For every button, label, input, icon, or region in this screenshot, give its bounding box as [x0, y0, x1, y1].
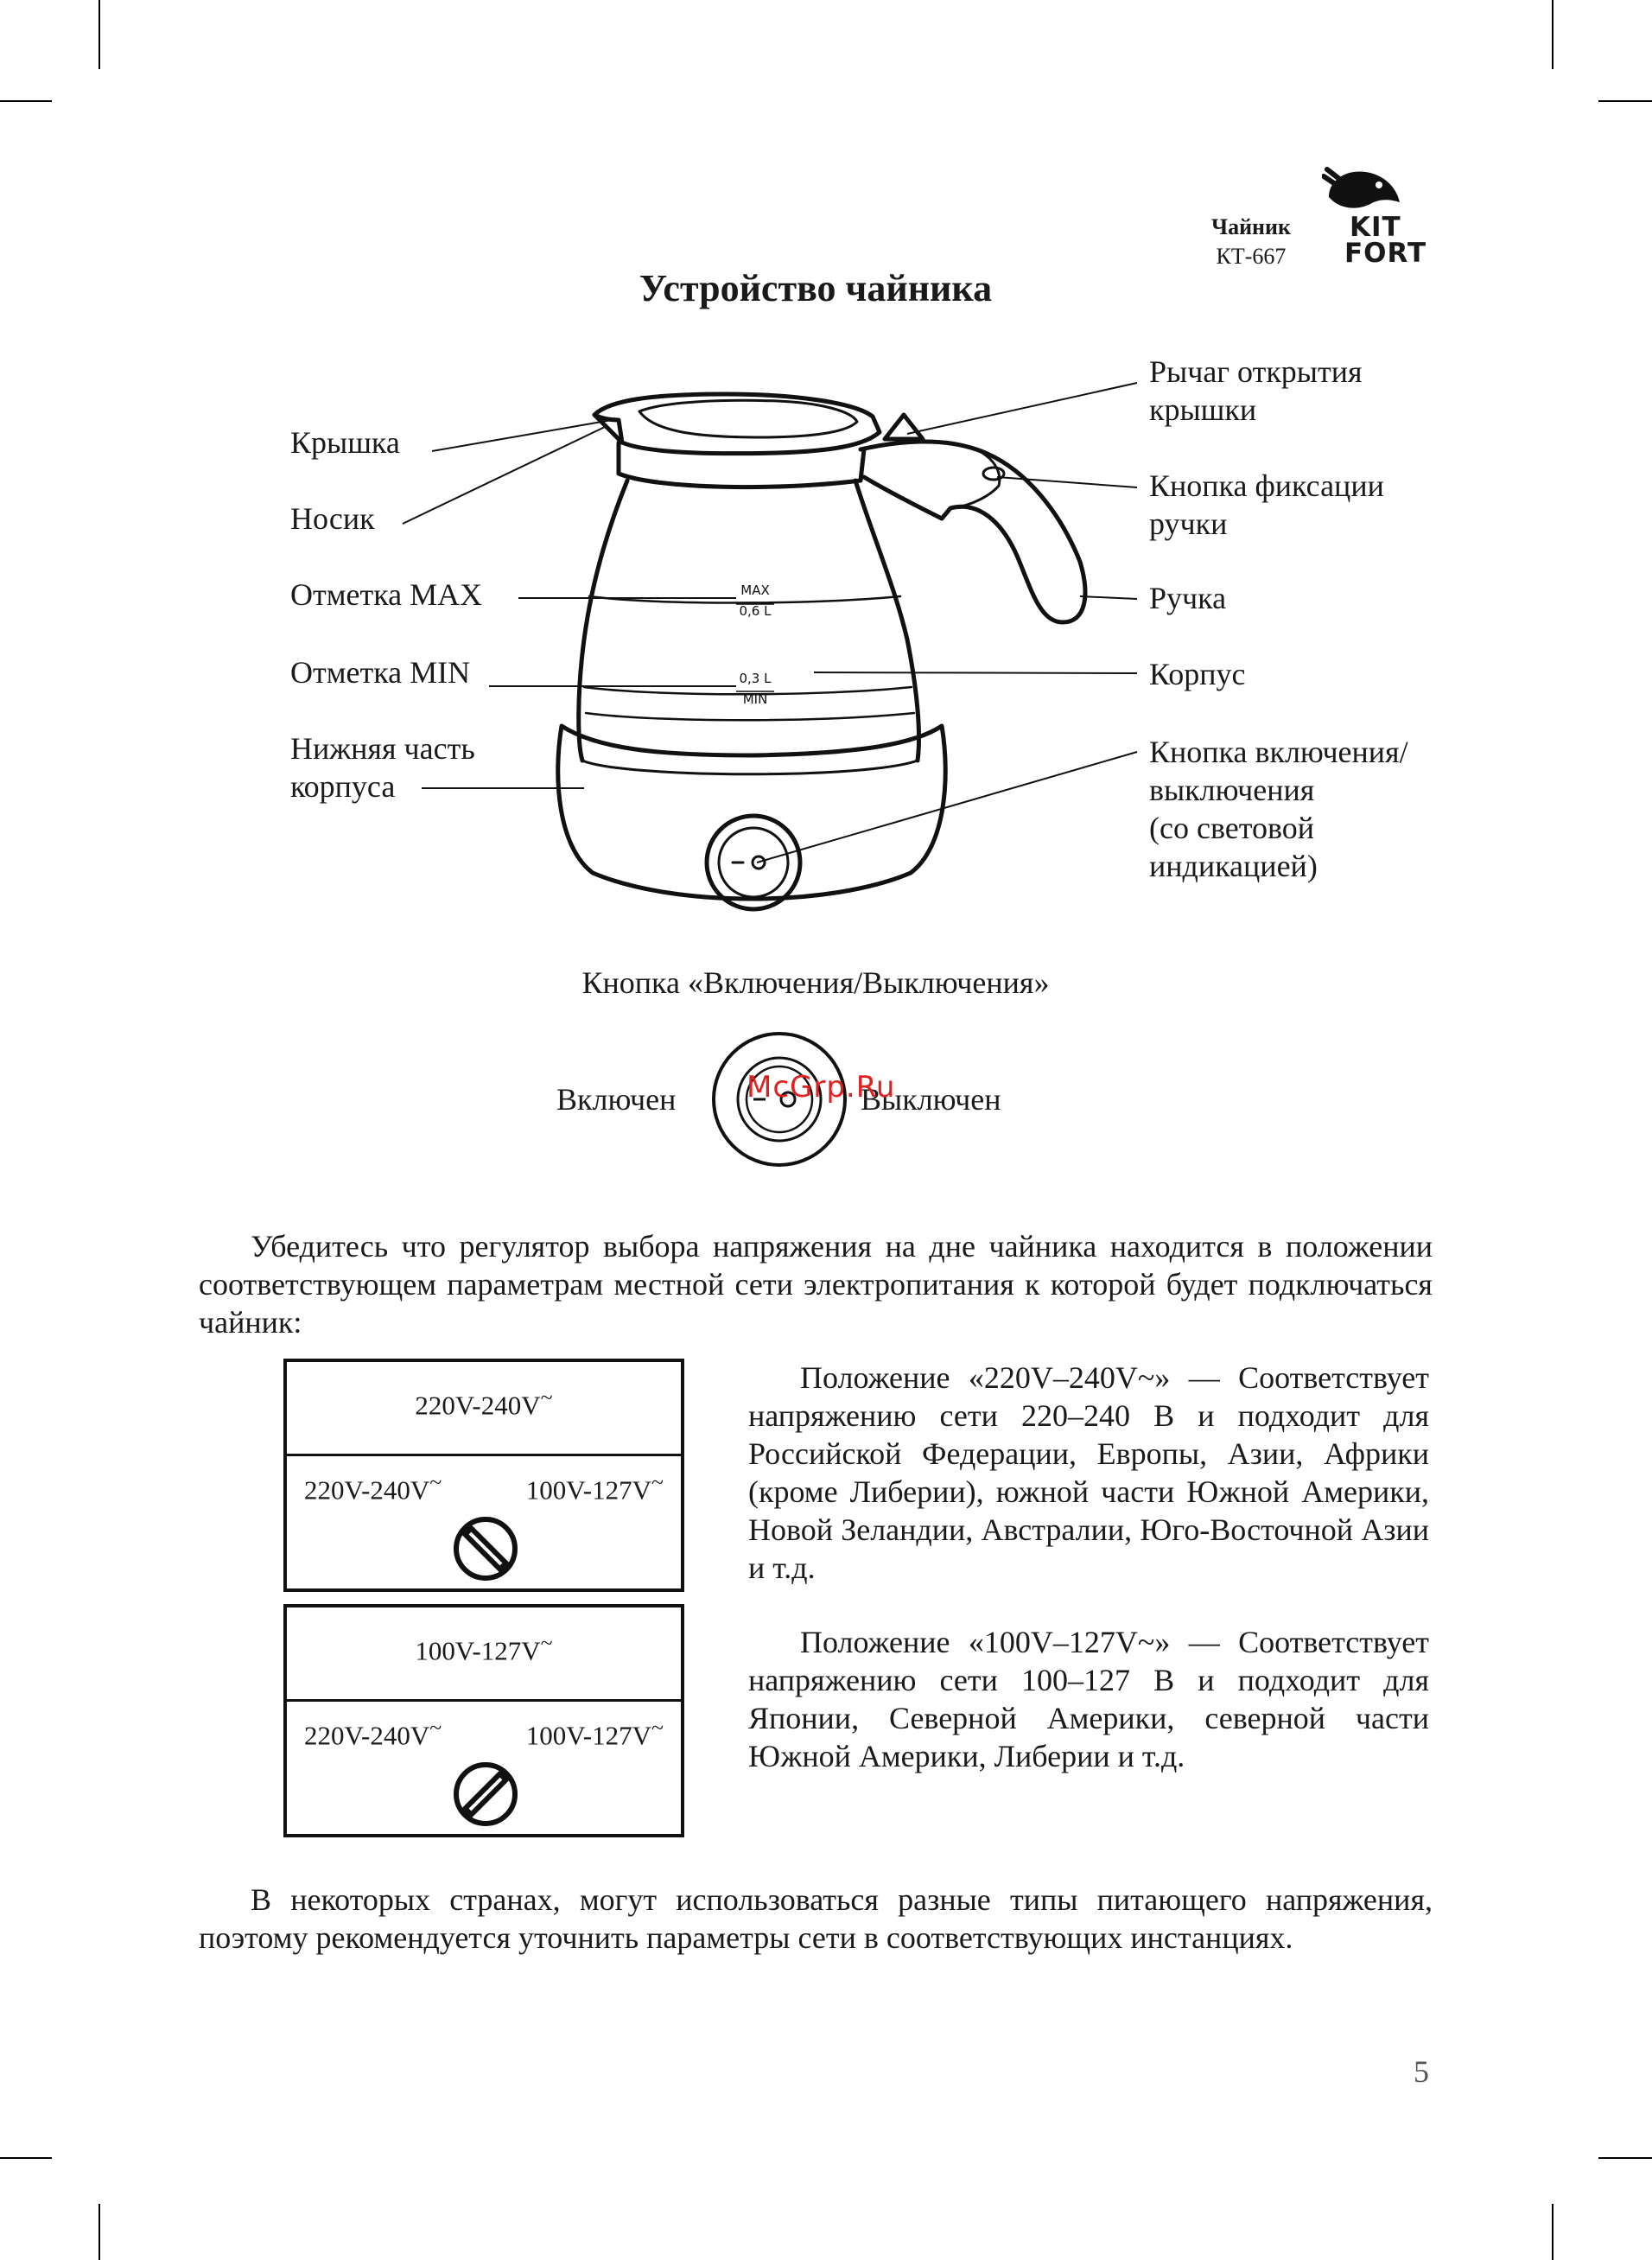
label-lid-lever	[1149, 353, 1363, 429]
label-off: Выключен	[861, 1082, 1001, 1117]
button-caption: Кнопка «Включения/Выключения»	[581, 965, 1050, 1000]
position-100-paragraph	[748, 1623, 1429, 1775]
product-name: Чайник	[1210, 214, 1291, 239]
switch-selected-row: 220V-240V~	[287, 1362, 681, 1456]
label-min-mark: Отметка MIN	[290, 655, 471, 690]
label-power-button	[1149, 733, 1408, 885]
switch-selected-row: 100V-127V~	[287, 1607, 681, 1702]
label-lever-line1: Рычаг открытия	[1149, 354, 1363, 389]
label-on: Включен	[556, 1082, 677, 1117]
switch-right-label: 100V-127V	[525, 1474, 652, 1506]
label-lock-line2: ручки	[1149, 506, 1228, 541]
label-lever-line2: крышки	[1149, 392, 1257, 427]
label-bottom-line2: корпуса	[290, 769, 396, 804]
watermark: McGrp.Ru	[747, 1070, 896, 1105]
label-power-line3: (со световой	[1149, 811, 1314, 845]
crop-mark	[1552, 2204, 1554, 2260]
brand-line1: KIT	[1350, 212, 1401, 243]
note-text: В некоторых странах, могут использоваться разные типы питающего напряжения, поэтому рекомендуется уточнить параметры сети в соответствующих инстанциях.	[199, 1882, 1433, 1955]
label-lid: Крышка	[290, 425, 400, 460]
label-power-line1: Кнопка включения/	[1149, 735, 1408, 769]
label-bottom-line1: Нижняя часть	[290, 731, 475, 766]
scale-min-top: 0,3 L	[739, 671, 772, 686]
crop-mark	[1598, 2157, 1652, 2159]
page-title: Устройство чайника	[639, 267, 993, 309]
page-number: 5	[1414, 2054, 1429, 2089]
brand-line2: FORT	[1344, 238, 1427, 269]
label-spout: Носик	[290, 501, 375, 536]
scale-max-top: MAX	[740, 583, 770, 598]
position-220-text: Положение «220V–240V~» — Соответствует напряжению сети 220–240 В и подходит для Российской Федерации, Европы, Азии, Африки (кроме Либерии), южной части Южной Америки, Новой Зеландии, Австралии, Юго-Восточной Азии и т.д.	[748, 1360, 1429, 1585]
switch-left-label: 220V-240V	[304, 1474, 430, 1506]
label-handle-lock	[1149, 467, 1384, 543]
crop-mark	[0, 2157, 52, 2159]
label-body: Корпус	[1149, 657, 1246, 691]
switch-selected-label: 220V-240V	[415, 1390, 541, 1421]
intro-text: Убедитесь что регулятор выбора напряжения на дне чайника находится в положении соответствующем параметрам местной сети электропитания к которой будет подключаться чайник:	[199, 1229, 1433, 1340]
label-bottom-part	[290, 729, 475, 805]
voltage-switch-100: 100V-127V~ 220V-240V~ 100V-127V~	[283, 1604, 684, 1837]
switch-left-label: 220V-240V	[304, 1720, 430, 1751]
voltage-switch-220: 220V-240V~ 220V-240V~ 100V-127V~	[283, 1359, 684, 1592]
position-220-paragraph	[748, 1359, 1429, 1587]
switch-selected-label: 100V-127V	[415, 1635, 541, 1666]
label-power-line2: выключения	[1149, 773, 1315, 807]
label-power-line4: индикацией)	[1149, 849, 1318, 883]
label-lock-line1: Кнопка фиксации	[1149, 468, 1384, 503]
label-handle: Ручка	[1149, 581, 1227, 615]
position-100-text: Положение «100V–127V~» — Соответствует напряжению сети 100–127 В и подходит для Японии, Северной Америки, северной части Южной Америки, Либерии и т.д.	[748, 1625, 1429, 1773]
switch-right-label: 100V-127V	[525, 1720, 652, 1751]
scale-max-bottom: 0,6 L	[739, 603, 772, 619]
switch-knob-left-icon	[451, 1514, 520, 1583]
intro-paragraph	[199, 1227, 1433, 1341]
label-max-mark: Отметка MAX	[290, 577, 483, 612]
note-paragraph	[199, 1881, 1433, 1957]
switch-knob-right-icon	[451, 1760, 520, 1829]
model-number: КТ-667	[1216, 244, 1287, 269]
scale-min-bottom: MIN	[742, 691, 768, 707]
crop-mark	[98, 2204, 100, 2260]
